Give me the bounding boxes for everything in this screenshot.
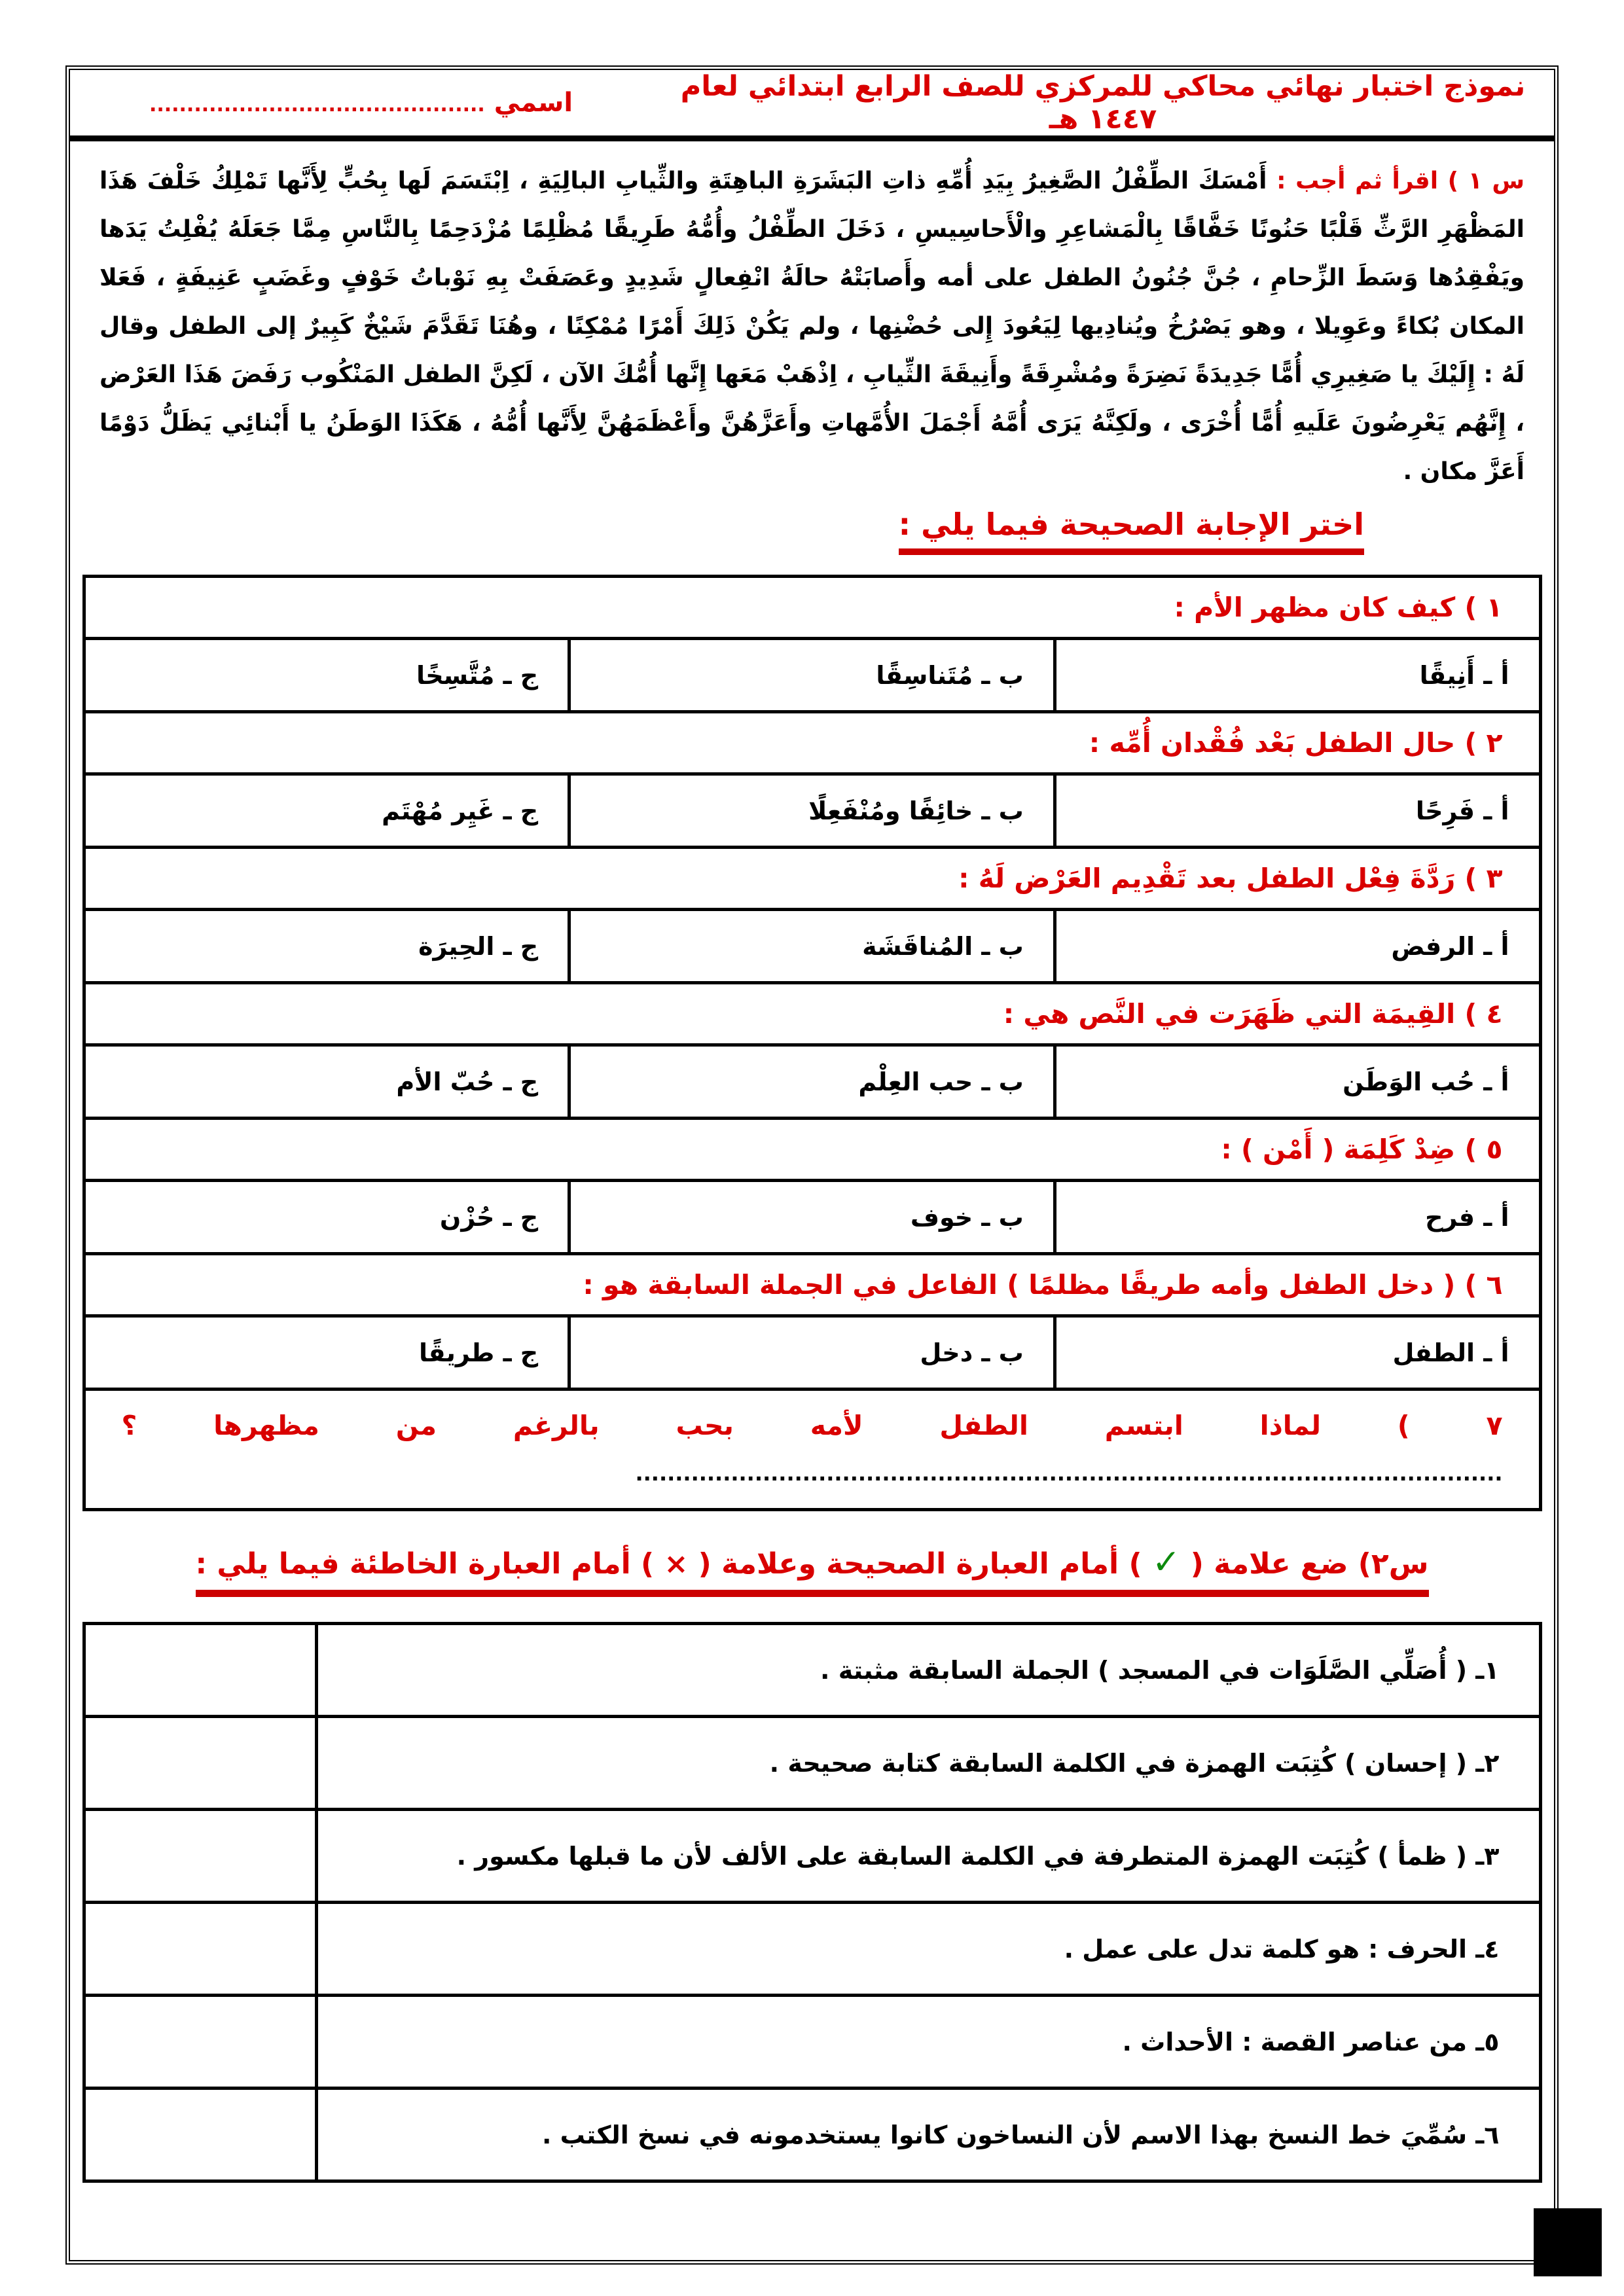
table-row	[84, 1717, 1540, 1810]
question-row	[84, 983, 1540, 1045]
statement-6-answer-box[interactable]	[84, 2089, 316, 2181]
statement-5-answer-box[interactable]	[84, 1996, 316, 2089]
question-4-option-a[interactable]: أ ـ حُب الوَطَن	[1055, 1045, 1540, 1119]
question-4-text: ٤ ) القِيمَة التي ظَهَرَت في النَّص هي :	[84, 983, 1540, 1045]
question-6-option-a[interactable]: أ ـ الطفل	[1055, 1316, 1540, 1390]
question-1-option-c[interactable]: ج ـ مُتَّسِخًا	[84, 639, 569, 712]
question-3-option-c[interactable]: ج ـ الحِيرَة	[84, 910, 569, 983]
section1-heading-row	[70, 507, 1554, 555]
question-7-answer-line[interactable]: .............................................................................................................	[635, 1461, 1503, 1486]
statement-6-text: ٦ـ سُمِّيَ خط النسخ بهذا الاسم لأن النساخون كانوا يستخدمونه في نسخ الكتب .	[316, 2089, 1540, 2181]
true-false-table	[82, 1622, 1542, 2183]
statement-3-text: ٣ـ ( ظمأ ) كُتِبَت الهمزة المتطرفة في الكلمة السابقة على الألف لأن ما قبلها مكسور .	[316, 1810, 1540, 1903]
question-5-option-c[interactable]: ج ـ حُزْن	[84, 1181, 569, 1254]
question-1-option-b[interactable]: ب ـ مُتَناسِقًا	[569, 639, 1055, 712]
question-6-option-c[interactable]: ج ـ طريقًا	[84, 1316, 569, 1390]
question-6-text: ٦ ) ( دخل الطفل وأمه طريقًا مظلمًا ) الفاعل في الجملة السابقة هو :	[84, 1254, 1540, 1316]
statement-5-text: ٥ـ من عناصر القصة : الأحداث .	[316, 1996, 1540, 2089]
options-row	[84, 1316, 1540, 1390]
question-row	[84, 848, 1540, 910]
student-name-row	[70, 88, 652, 118]
question-row	[84, 1254, 1540, 1316]
question-7-text: ٧ ) لماذا ابتسم الطفل لأمه بحب بالرغم من مظهرها ؟	[121, 1410, 1503, 1441]
question-row	[84, 712, 1540, 774]
question-6-option-b[interactable]: ب ـ دخل	[569, 1316, 1055, 1390]
question-1-option-a[interactable]: أ ـ أَنِيقًا	[1055, 639, 1540, 712]
statement-2-answer-box[interactable]	[84, 1717, 316, 1810]
section2-heading: س٢) ضع علامة ( ✓ ) أمام العبارة الصحيحة وعلامة ( × ) أمام العبارة الخاطئة فيما يلي :	[196, 1543, 1429, 1597]
table-row	[84, 1810, 1540, 1903]
question-row	[84, 1390, 1540, 1510]
question-3-text: ٣ ) رَدَّةَ فِعْل الطفل بعد تَقْدِيم العَرْض لَهُ :	[84, 848, 1540, 910]
question-2-option-a[interactable]: أ ـ فَرِحًا	[1055, 774, 1540, 848]
statement-4-answer-box[interactable]	[84, 1903, 316, 1996]
question-2-option-b[interactable]: ب ـ خائِفًا ومُنْفَعِلًا	[569, 774, 1055, 848]
question-2-option-c[interactable]: ج ـ غَيِر مُهْتَم	[84, 774, 569, 848]
statement-3-answer-box[interactable]	[84, 1810, 316, 1903]
table-row	[84, 1624, 1540, 1717]
reading-passage	[70, 141, 1554, 500]
mcq-table	[82, 575, 1542, 1511]
exam-title: نموذج اختبار نهائي محاكي للمركزي للصف الرابع ابتدائي لعام ١٤٤٧ هـ	[680, 70, 1526, 135]
table-row	[84, 1903, 1540, 1996]
qr-code	[1534, 2208, 1602, 2276]
checkmark-icon: ✓	[1151, 1543, 1181, 1582]
header	[70, 70, 1554, 141]
statement-1-answer-box[interactable]	[84, 1624, 316, 1717]
page-border-frame	[65, 65, 1559, 2265]
question-7-cell	[84, 1390, 1540, 1510]
question-3-option-a[interactable]: أ ـ الرفض	[1055, 910, 1540, 983]
options-row	[84, 774, 1540, 848]
table-row	[84, 1996, 1540, 2089]
question-1-text: ١ ) كيف كان مظهر الأم :	[84, 577, 1540, 639]
options-row	[84, 639, 1540, 712]
name-fill-line[interactable]: .............................................	[149, 94, 485, 117]
question-row	[84, 1119, 1540, 1181]
question-row	[84, 577, 1540, 639]
question-4-option-c[interactable]: ج ـ حُبّ الأم	[84, 1045, 569, 1119]
options-row	[84, 910, 1540, 983]
options-row	[84, 1181, 1540, 1254]
table-row	[84, 2089, 1540, 2181]
question-2-text: ٢ ) حال الطفل بَعْد فُقْدان أُمِّه :	[84, 712, 1540, 774]
options-row	[84, 1045, 1540, 1119]
question-5-text: ٥ ) ضِدْ كَلِمَة ( أَمْن ) :	[84, 1119, 1540, 1181]
statement-2-text: ٢ـ ( إحسان ) كُتِبَت الهمزة في الكلمة السابقة كتابة صحيحة .	[316, 1717, 1540, 1810]
question-3-option-b[interactable]: ب ـ المُناقَشَة	[569, 910, 1055, 983]
name-label: اسمي	[494, 88, 573, 118]
statement-4-text: ٤ـ الحرف : هو كلمة تدل على عمل .	[316, 1903, 1540, 1996]
question-5-option-b[interactable]: ب ـ خوف	[569, 1181, 1055, 1254]
section2-heading-row	[80, 1543, 1544, 1597]
question1-instruction: س ١ ) اقرأ ثم أجب :	[1276, 168, 1525, 194]
question-4-option-b[interactable]: ب ـ حب العِلْم	[569, 1045, 1055, 1119]
statement-1-text: ١ـ ( أُصَلِّي الصَّلَوَات في المسجد ) الجملة السابقة مثبتة .	[316, 1624, 1540, 1717]
question-5-option-a[interactable]: أ ـ فرح	[1055, 1181, 1540, 1254]
passage-text: أَمْسَكَ الطِّفْلُ الصَّغِيرُ بِيَدِ أُمِّهِ ذاتِ البَشَرَةِ الباهِتَةِ والثِّيابِ البالِيَةِ ، اِبْتَسَمَ لَها بِحُبٍّ لِأَنَّها تَمْلِكُ خَلْفَ هَذَا المَظْهَرِ الرَّثِّ قَلْبًا حَنُونًا خَفَّاقًا بِالْمَشاعِرِ والْأَحاسِيسِ ، دَخَلَ الطِّفْلُ وأُمُّهُ طَرِيقًا مُظْلِمًا مُزْدَحِمًا بِالنَّاسِ مِمَّا جَعَلَهُ يُفْلِتُ يَدَها ويَفْقِدُها وَسَطَ الزِّحامِ ، جُنَّ جُنُونُ الطفل على أمه وأَصابَتْهُ حالَةُ انْفِعالٍ شَدِيدٍ وعَصَفَتْ بِهِ نَوْباتُ خَوْفٍ وغَضَبٍ عَنِيفَةٍ ، فَعَلا المكان بُكاءً وعَوِيلا ، وهو يَصْرُخُ ويُنادِيها لِيَعُودَ إِلى حُضْنِها ، ولم يَكُنْ ذَلِكَ أَمْرًا مُمْكِنًا ، وهُنَا تَقَدَّمَ شَيْخٌ كَبِيرٌ إلى الطفل وقال لَهُ : إِلَيْكَ يا صَغِيرِي أُمًّا جَدِيدَةً نَضِرَةً ومُشْرِقَةً وأَنِيقَةَ الثِّيابِ ، اِذْهَبْ مَعَها إِنَّها أُمُّكَ الآن ، لَكِنَّ الطفل المَنْكُوب رَفَضَ هَذَا العَرْض ، إِنَّهُم يَعْرِضُونَ عَلَيهِ أُمًّا أُخْرَى ، ولَكِنَّهُ يَرَى أُمَّهُ أَجْمَلَ الأُمَّهاتِ وأَعَزَّهُنَّ وأَعْظَمَهُنَّ لِأَنَّها أُمُّهُ ، هَكَذَا الوَطَنُ يا أَبْنائِي يَظَلُّ دَوْمًا أَعَزَّ مكان .	[99, 168, 1525, 485]
section1-heading: اختر الإجابة الصحيحة فيما يلي :	[899, 507, 1364, 555]
